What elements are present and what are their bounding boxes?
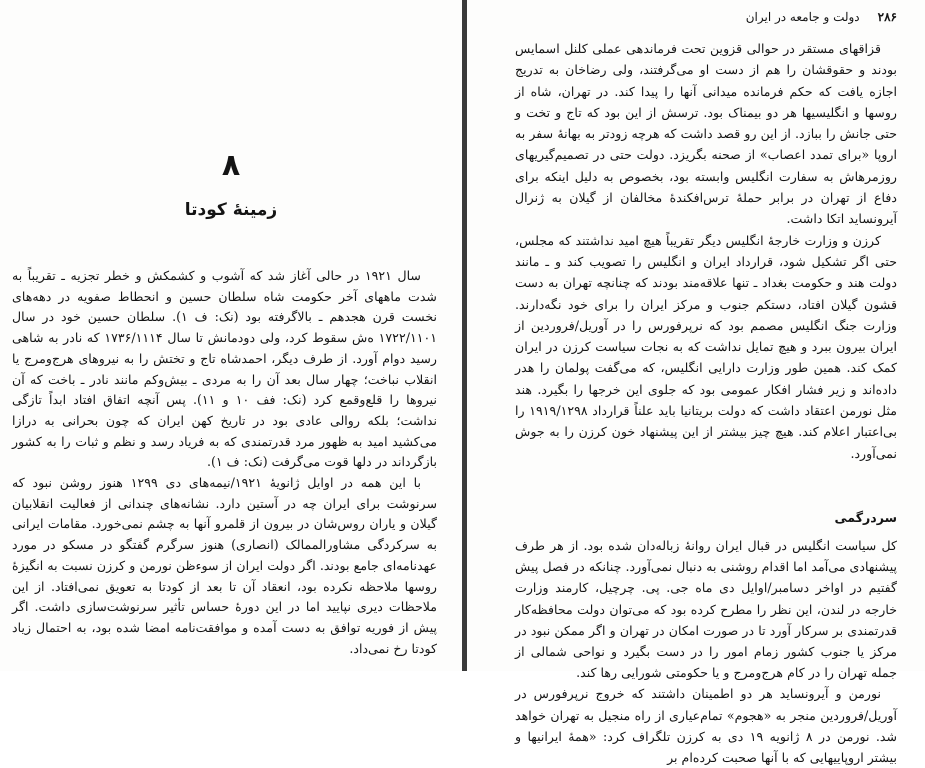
page-number: ۲۸۶ <box>877 10 897 24</box>
right-paragraph-3: کل سیاست انگلیس در قبال ایران روانهٔ زباله‌دان شده بود. از هر طرف پیشنهادی می‌آمد اما اقدام روشنی به دنبال نمی‌آورد. چنانکه در فصل پیش گفتیم در اواخر دسامبر/اوایل دی ماه جی. پی. چرچیل، کارمند وزارت خارجه در لندن، این نظر را مطرح کرده بود که می‌توان دولت محافظه‌کار قدرتمندی بر سرکار آورد تا در صورت امکان در تهران و اگر ممکن نبود در مرکز یا جنوب کشور زمام امور را در دست بگیرد و نواحی شمالی از جمله تهران را در کام هرج‌ومرج و یا حکومتی شورایی رها کند. <box>515 538 897 681</box>
chapter-title: زمینهٔ کودتا <box>184 200 278 220</box>
right-page <box>467 0 925 766</box>
left-paragraph-2: با این همه در اوایل ژانویهٔ ۱۹۲۱/نیمه‌های دی ۱۲۹۹ هنوز روشن نبود که سرنوشت برای ایران چه در آستین دارد. نشانه‌های چندانی از فعالیت انقلابیان گیلان و یاران روس‌شان در بیرون از قلمرو آنها به چشم نمی‌خورد. مقامات ایرانی به سرکردگی مشاورالممالک (انصاری) هنوز سرگرم گفتگو در مسکو در مورد عهدنامه‌ای جامع بودند. اگر دولت ایران از سوءظن نورمن و کرزن نسبت به انگیزهٔ روسها ملاحظه نکرده بود، انعقاد آن تا بعد از کودتا به تعویق نمی‌افتاد. از این ملاحظات دیری نپایید اما در این دورهٔ حساس تأثیر سرنوشت‌سازی داشت. اگر پیش از فوریه توافق به دست آمده و موافقت‌نامه امضا شده بود، به احتمال زیاد کودتا رخ نمی‌داد. <box>12 475 437 656</box>
left-body-text <box>12 266 437 659</box>
right-body-text-2 <box>515 535 897 768</box>
left-paragraph-1: سال ۱۹۲۱ در حالی آغاز شد که آشوب و کشمکش و خطر تجزیه ـ تقریباً به شدت ماههای آخر حکومت شاه سلطان حسین و انحطاط صفویه در دهه‌های نخست قرن هجدهم ـ بالاگرفته بود (نک: ف ۱). سلطان حسین خود در سال ۱۷۲۲/۱۱۰۱ ه‌ش سقوط کرد، ولی دودمانش تا سال ۱۷۳۶/۱۱۱۴ که نادر به شاهی رسید دوام آورد. از طرف دیگر، احمدشاه تاج و تختش را به نیروهای هرج‌ومرج یا انقلاب نباخت؛ چهار سال بعد آن را به مردی ـ بیش‌وکم مانند نادر ـ باخت که آن نیروها را قلع‌وقمع کرد (نک: فف ۱۰ و ۱۱). پس آنچه اتفاق افتاد ابداً تازگی نداشت؛ بلکه روالی عادی بود در تاریخ کهن ایران که چون بحرانی به درازا می‌کشید امید به ظهور مرد قدرتمندی که به فریاد رسد و نظم و ثبات را به کشور بازگرداند در دلها قوت می‌گرفت (نک: ف ۱). <box>12 268 438 470</box>
left-page <box>0 0 462 671</box>
section-subheading: سردرگمی <box>834 510 897 525</box>
right-paragraph-4: نورمن و آیرونساید هر دو اطمینان داشتند که خروج نرپرفورس در آوریل/فروردین منجر به «هجوم» تمام‌عیاری از راه منجیل به تهران خواهد شد. نورمن در ۸ ژانویه ۱۹ دی به کرزن تلگراف کرد: «همهٔ ایرانیها و بیشتر اروپاییهایی که با آنها صحبت کرده‌ام بر <box>515 686 898 766</box>
right-paragraph-2: کرزن و وزارت خارجهٔ انگلیس دیگر تقریباً هیچ امید نداشتند که مجلس، حتی اگر تشکیل شود، قرارداد ایران و انگلیس را تصویب کند و ـ مانند دولت هند و حکومت بغداد ـ تنها علاقه‌مند بودند که چنانچه تهران به دست قشون گیلان افتاد، دستکم جنوب و مرکز ایران را برای خود نگه‌دارند. وزارت جنگ انگلیس مصمم بود که نرپرفورس را در آوریل/فروردین از ایران بیرون ببرد و هیچ تمایل نداشت که به نجات سیاست کرزن در ایران کمک کند. همین طور وزارت دارایی انگلیس، که می‌گفت پولمان را هدر داده‌اند و زیر فشار افکار عمومی بود که جلوی این خرجها را بگیرد. هند مثل نورمن اعتقاد داشت که دولت بریتانیا باید علناً قرارداد ۱۹۱۹/۱۲۹۸ را بی‌اعتبار اعلام کند. هیچ چیز بیشتر از این پیشنهاد خون کرزن را به جوش نمی‌آورد. <box>515 232 897 461</box>
right-paragraph-1: قزاقهای مستقر در حوالی قزوین تحت فرماندهی عملی کلنل اسمایس بودند و حقوقشان را هم از دست او می‌گرفتند، ولی رضاخان به تدریج اجازه یافت که حکم فرمانده میدانی آنها را پیدا کند. در تهران، شاه از روسها و انگلیسیها هر دو بیمناک بود. ترسش از این بود که تاج و تخت و حتی جانش را ببازد. از این رو قصد داشت که هرچه زودتر به بهانهٔ سفر به اروپا «برای تمدد اعصاب» از صحنه بگریزد. دولت حتی در تصمیم‌گیریهای روزمرهاش به سفارت انگلیس وابسته بود، بخصوص به دلیل اینکه برای دفاع از تهران در برابر حملهٔ ترس‌افکندهٔ مخالفان از گیلان به ژنرال آیرونساید اتکا داشت. <box>515 41 897 227</box>
running-header <box>746 10 897 24</box>
chapter-number: ۸ <box>221 148 241 183</box>
right-body-text <box>515 38 897 464</box>
running-title: دولت و جامعه در ایران <box>745 10 860 24</box>
